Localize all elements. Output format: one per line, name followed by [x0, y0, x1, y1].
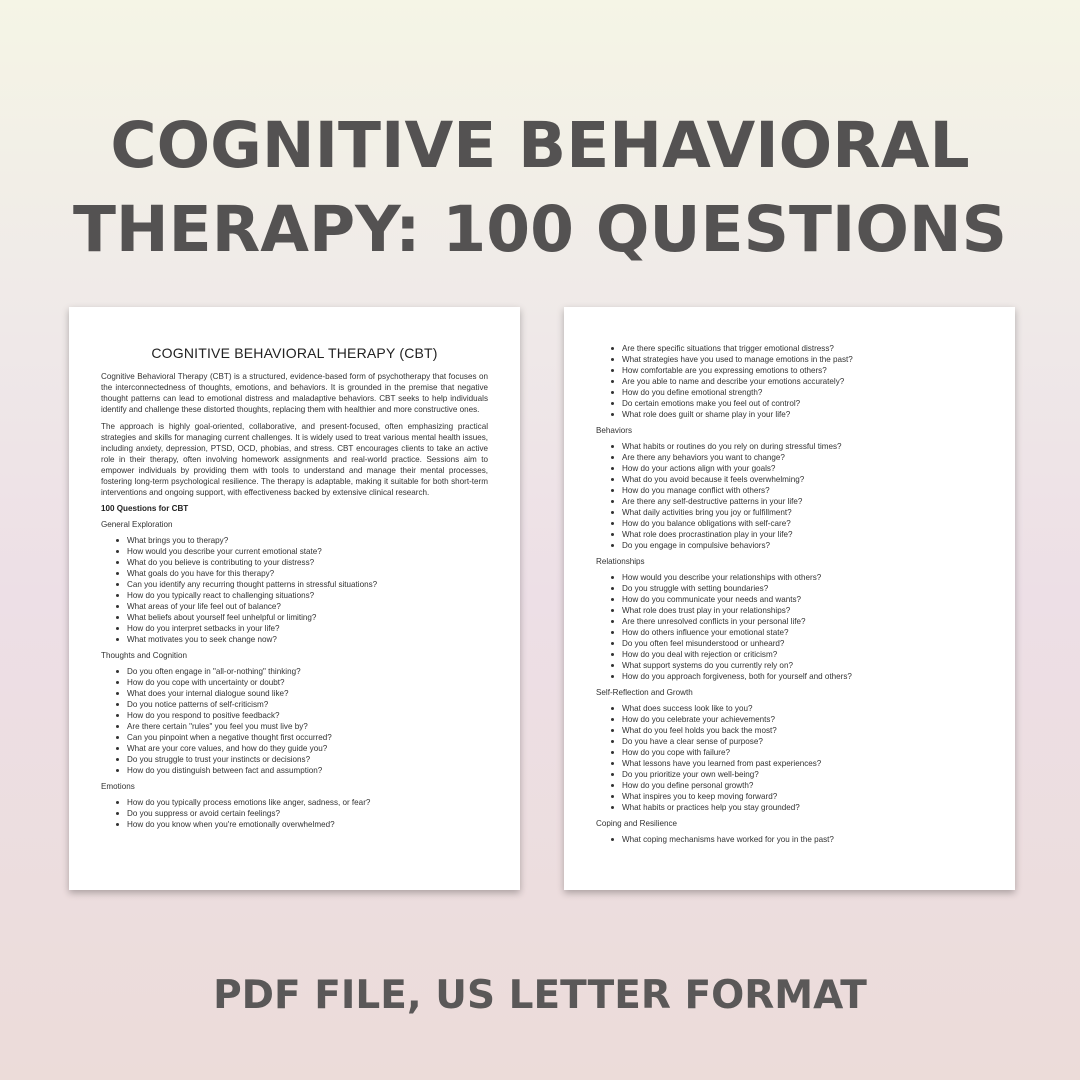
question-item: What inspires you to keep moving forward?: [622, 791, 991, 802]
question-item: How do you define personal growth?: [622, 780, 991, 791]
headline-line-1: COGNITIVE BEHAVIORAL: [110, 109, 970, 182]
section-label-coping-and-resilience: Coping and Resilience: [596, 819, 677, 828]
question-item: Are there any self-destructive patterns in your life?: [622, 496, 991, 507]
intro-paragraph-1: Cognitive Behavioral Therapy (CBT) is a structured, evidence-based form of psychotherapy that focuses on the interconnectedness of thoughts, emotions, and behaviors. It is grounded in the premise that negative thought patterns can lead to emotional distress and maladaptive behaviors. CBT seeks to help individuals identify and challenge these distorted thoughts, replacing them with healthier and more constructive ones.: [101, 372, 488, 414]
question-item: Do you struggle with setting boundaries?: [622, 583, 991, 594]
question-item: How do you typically process emotions like anger, sadness, or fear?: [127, 797, 488, 808]
question-item: What daily activities bring you joy or fulfillment?: [622, 507, 991, 518]
section-label-emotions: Emotions: [101, 782, 135, 791]
question-item: What brings you to therapy?: [127, 535, 488, 546]
question-item: How do others influence your emotional state?: [622, 627, 991, 638]
question-item: What are your core values, and how do they guide you?: [127, 743, 488, 754]
question-item: What habits or routines do you rely on during stressful times?: [622, 441, 991, 452]
question-item: What strategies have you used to manage emotions in the past?: [622, 354, 991, 365]
question-item: How do you manage conflict with others?: [622, 485, 991, 496]
question-item: Do you notice patterns of self-criticism?: [127, 699, 488, 710]
question-list-general-exploration: [101, 535, 488, 645]
question-item: How would you describe your relationships with others?: [622, 572, 991, 583]
question-item: What role does procrastination play in your life?: [622, 529, 991, 540]
question-item: What do you feel holds you back the most?: [622, 725, 991, 736]
question-item: How do you distinguish between fact and assumption?: [127, 765, 488, 776]
question-item: How do you approach forgiveness, both for yourself and others?: [622, 671, 991, 682]
question-item: Are there any behaviors you want to change?: [622, 452, 991, 463]
question-item: Do you often engage in "all-or-nothing" thinking?: [127, 666, 488, 677]
question-item: How do you communicate your needs and wants?: [622, 594, 991, 605]
question-item: How do you know when you're emotionally overwhelmed?: [127, 819, 488, 830]
question-item: What motivates you to seek change now?: [127, 634, 488, 645]
question-item: Are there specific situations that trigger emotional distress?: [622, 343, 991, 354]
question-item: How do you cope with failure?: [622, 747, 991, 758]
question-item: What does your internal dialogue sound like?: [127, 688, 488, 699]
question-item: What areas of your life feel out of balance?: [127, 601, 488, 612]
question-item: How do you cope with uncertainty or doubt?: [127, 677, 488, 688]
question-item: How do you balance obligations with self-care?: [622, 518, 991, 529]
question-item: What do you believe is contributing to your distress?: [127, 557, 488, 568]
question-item: How do you typically react to challenging situations?: [127, 590, 488, 601]
question-item: Do you have a clear sense of purpose?: [622, 736, 991, 747]
question-item: How would you describe your current emotional state?: [127, 546, 488, 557]
question-item: How do your actions align with your goals?: [622, 463, 991, 474]
question-item: What role does trust play in your relationships?: [622, 605, 991, 616]
question-item: What do you avoid because it feels overwhelming?: [622, 474, 991, 485]
question-item: What beliefs about yourself feel unhelpful or limiting?: [127, 612, 488, 623]
section-label-behaviors: Behaviors: [596, 426, 632, 435]
question-list-behaviors: [596, 441, 991, 551]
question-item: How comfortable are you expressing emotions to others?: [622, 365, 991, 376]
question-item: What coping mechanisms have worked for you in the past?: [622, 834, 991, 845]
question-list-relationships: [596, 572, 991, 682]
questions-subheading: 100 Questions for CBT: [101, 504, 189, 513]
document-page-right: [564, 307, 1015, 890]
section-label-thoughts-and-cognition: Thoughts and Cognition: [101, 651, 187, 660]
question-item: Do you prioritize your own well-being?: [622, 769, 991, 780]
question-item: What goals do you have for this therapy?: [127, 568, 488, 579]
question-item: What habits or practices help you stay grounded?: [622, 802, 991, 813]
question-item: Can you identify any recurring thought patterns in stressful situations?: [127, 579, 488, 590]
question-item: Do you struggle to trust your instincts or decisions?: [127, 754, 488, 765]
question-item: Do you engage in compulsive behaviors?: [622, 540, 991, 551]
right-question-sections: [596, 425, 991, 845]
question-item: Can you pinpoint when a negative thought first occurred?: [127, 732, 488, 743]
question-item: Are there unresolved conflicts in your personal life?: [622, 616, 991, 627]
question-list-emotions: [101, 797, 488, 830]
headline-line-2: THERAPY: 100 QUESTIONS: [72, 193, 1008, 266]
question-item: What lessons have you learned from past experiences?: [622, 758, 991, 769]
question-list-thoughts-and-cognition: [101, 666, 488, 776]
section-label-general-exploration: General Exploration: [101, 520, 173, 529]
section-label-relationships: Relationships: [596, 557, 645, 566]
question-item: What does success look like to you?: [622, 703, 991, 714]
question-list-self-reflection-and-growth: [596, 703, 991, 813]
section-label-self-reflection-and-growth: Self-Reflection and Growth: [596, 688, 693, 697]
question-item: Do you suppress or avoid certain feelings?: [127, 808, 488, 819]
emotions-continued-list: [596, 343, 991, 420]
question-item: Are there certain "rules" you feel you must live by?: [127, 721, 488, 732]
left-question-sections: [101, 519, 488, 830]
headline: [0, 104, 1080, 272]
question-item: How do you interpret setbacks in your life?: [127, 623, 488, 634]
document-title: COGNITIVE BEHAVIORAL THERAPY (CBT): [151, 345, 438, 361]
format-caption: PDF FILE, US LETTER FORMAT: [213, 973, 867, 1018]
document-page-left: [69, 307, 520, 890]
question-item: Do certain emotions make you feel out of control?: [622, 398, 991, 409]
question-item: How do you define emotional strength?: [622, 387, 991, 398]
question-item: How do you celebrate your achievements?: [622, 714, 991, 725]
question-item: Do you often feel misunderstood or unheard?: [622, 638, 991, 649]
question-list-coping-and-resilience: [596, 834, 991, 845]
question-item: Are you able to name and describe your emotions accurately?: [622, 376, 991, 387]
question-item: How do you deal with rejection or criticism?: [622, 649, 991, 660]
question-item: What role does guilt or shame play in your life?: [622, 409, 991, 420]
question-item: How do you respond to positive feedback?: [127, 710, 488, 721]
question-item: What support systems do you currently rely on?: [622, 660, 991, 671]
intro-paragraph-2: The approach is highly goal-oriented, collaborative, and present-focused, often emphasizing practical strategies and skills for managing current challenges. It is widely used to treat various mental health issues, including anxiety, depression, PTSD, OCD, phobias, and stress. CBT encourages clients to take an active role in their therapy, often involving homework assignments and real-world practice. Sessions aim to empower individuals by providing them with tools to understand and manage their mental processes, fostering long-term psychological resilience. The therapy is adaptable, making it suitable for both short-term interventions and ongoing support, with effectiveness backed by extensive clinical research.: [101, 422, 488, 497]
